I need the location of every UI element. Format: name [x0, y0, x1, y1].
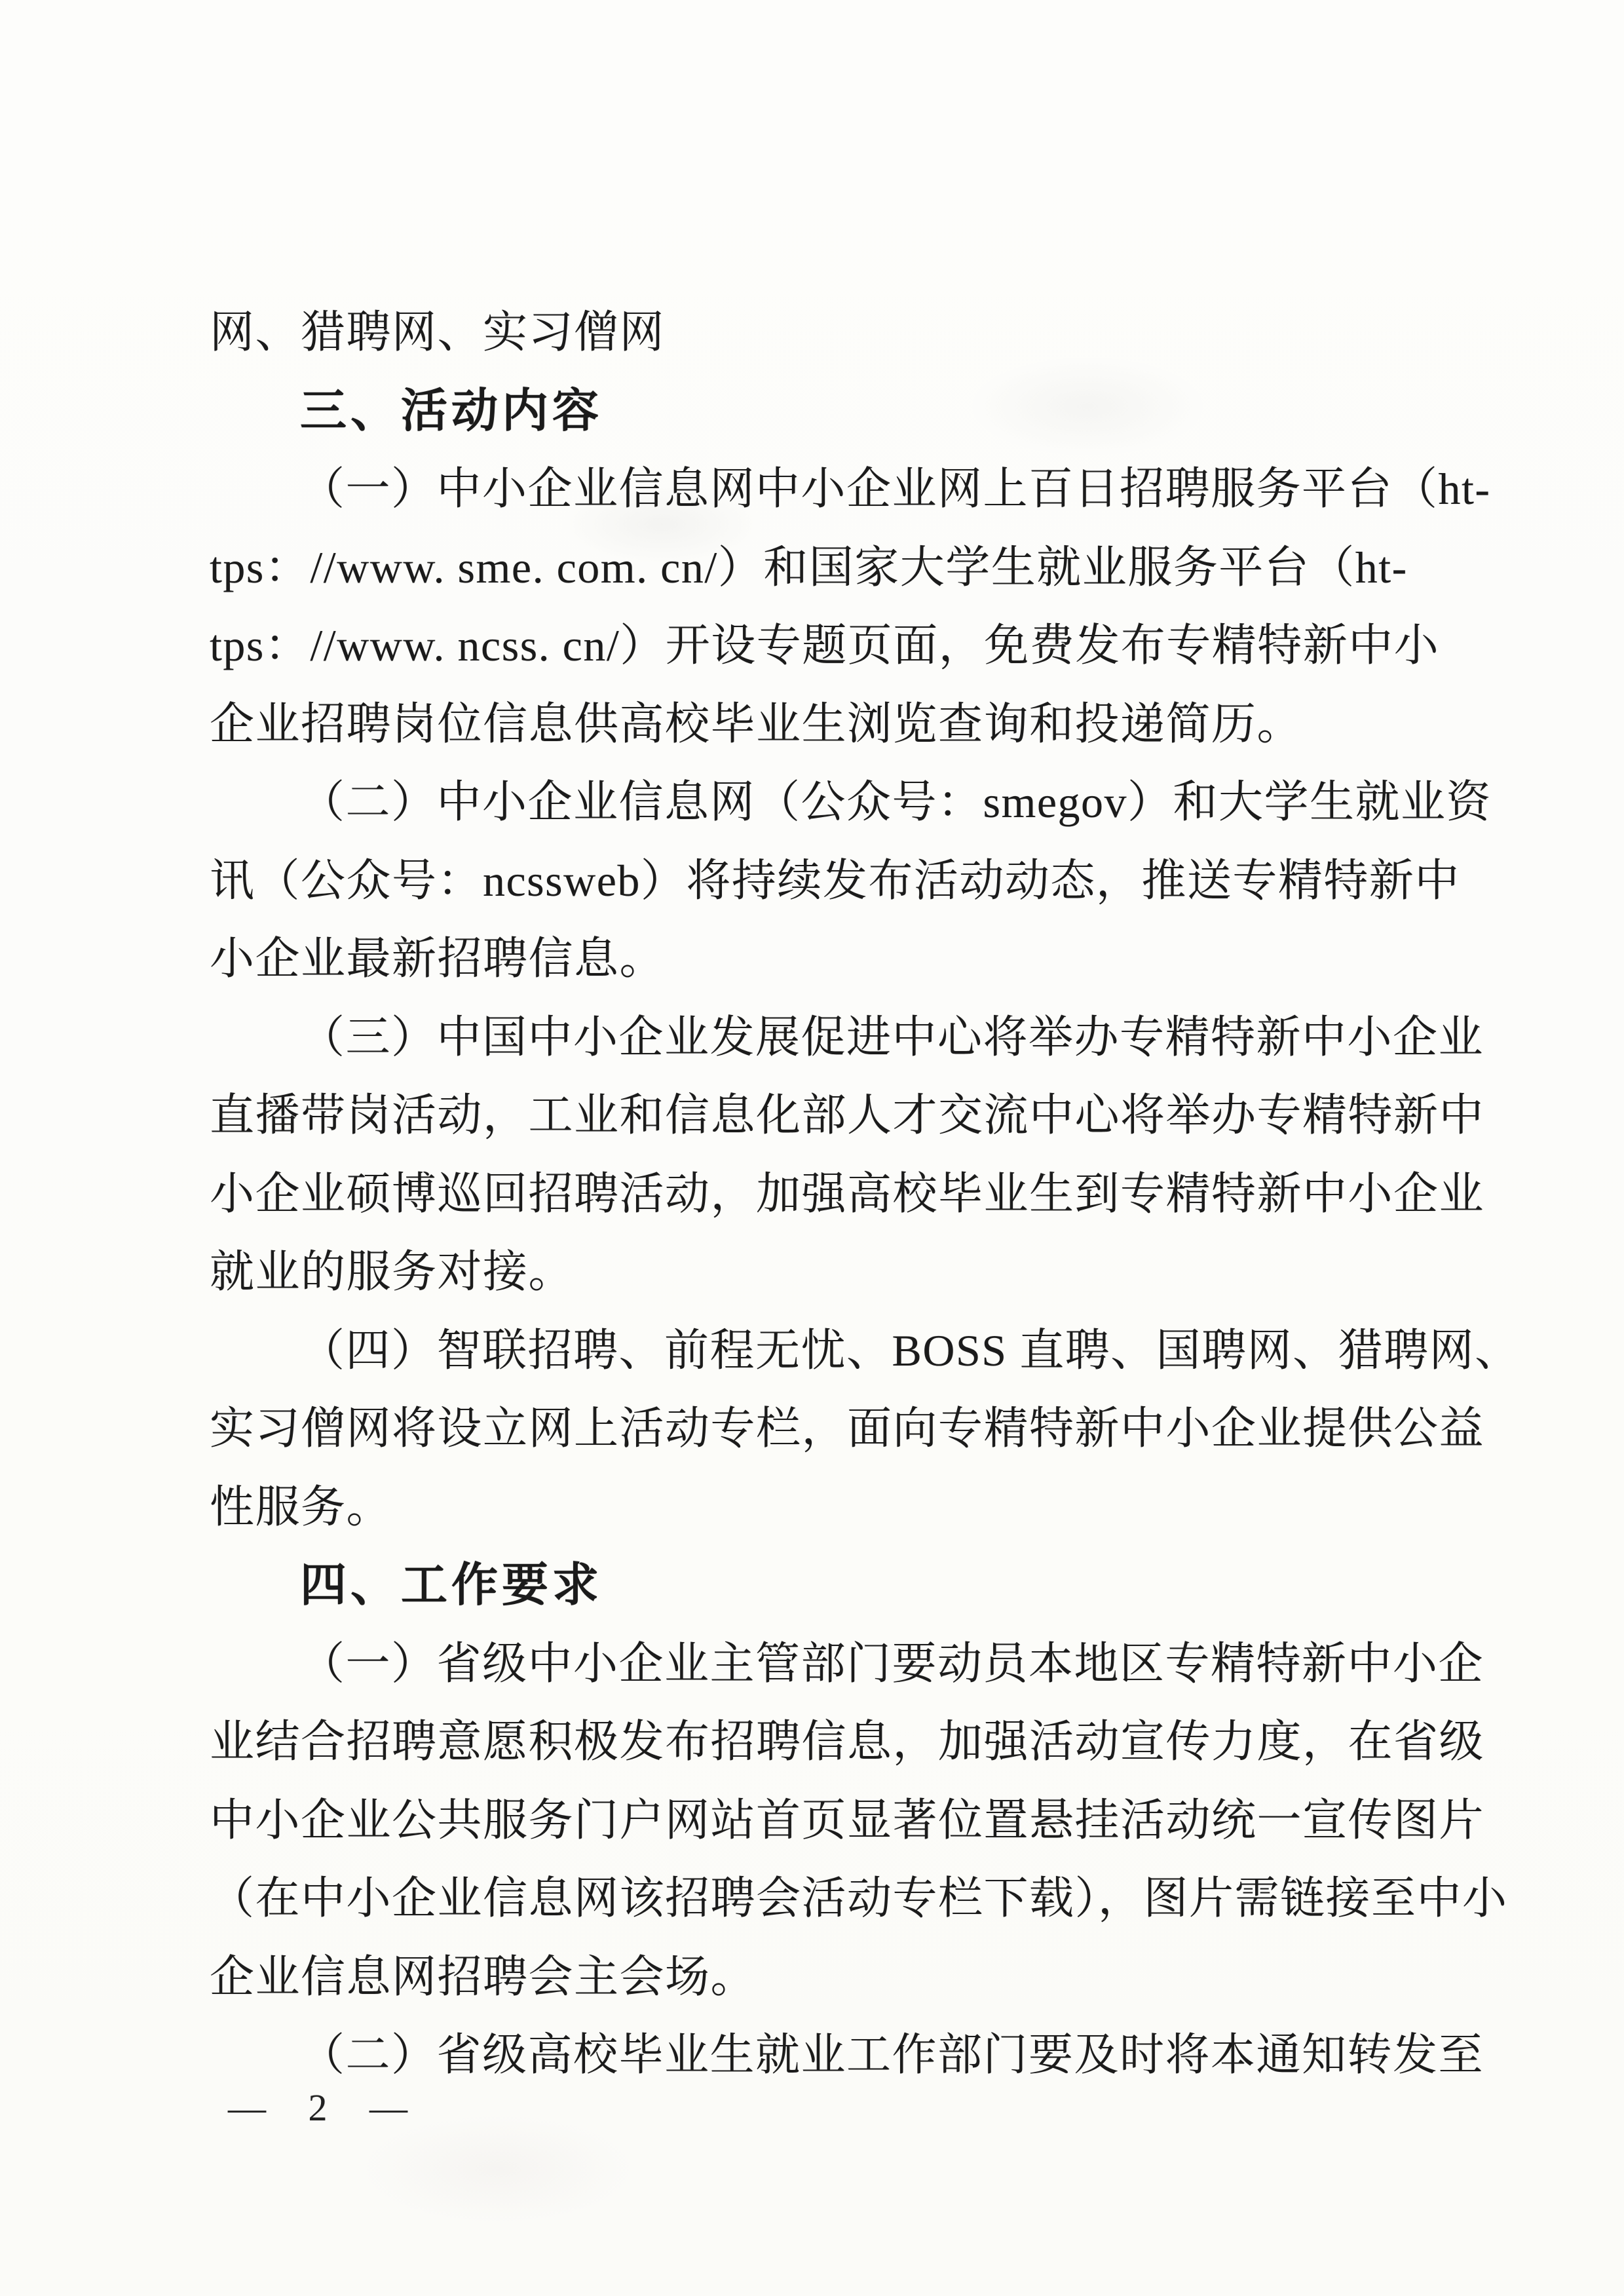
text-line: （在中小企业信息网该招聘会活动专栏下载），图片需链接至中小 — [210, 1873, 1508, 1923]
text-line: 中小企业公共服务门户网站首页显著位置悬挂活动统一宣传图片 — [210, 1795, 1485, 1845]
text-line: 就业的服务对接。 — [210, 1247, 575, 1297]
text-line: 实习僧网将设立网上活动专栏，面向专精特新中小企业提供公益 — [210, 1404, 1485, 1453]
text-line: 企业招聘岗位信息供高校毕业生浏览查询和投递简历。 — [210, 698, 1303, 749]
text-line: 讯（公众号：ncssweb）将持续发布活动动态，推送专精特新中 — [210, 855, 1460, 906]
text-line: 直播带岗活动，工业和信息化部人才交流中心将举办专精特新中 — [210, 1090, 1485, 1140]
text-line: （三）中国中小企业发展促进中心将举办专精特新中小企业 — [300, 1012, 1484, 1062]
text-line: tps：//www. sme. com. cn/）和国家大学生就业服务平台（ht- — [210, 542, 1408, 592]
text-line: （二）中小企业信息网（公众号：smegov）和大学生就业资 — [300, 777, 1492, 827]
text-line: 性服务。 — [210, 1482, 392, 1532]
text-line: 网、猎聘网、实习僧网 — [210, 307, 666, 357]
text-line: 业结合招聘意愿积极发布招聘信息，加强活动宣传力度，在省级 — [210, 1717, 1485, 1767]
text-line: 小企业最新招聘信息。 — [210, 934, 666, 984]
section-heading: 四、工作要求 — [300, 1559, 603, 1611]
text-line: （二）省级高校毕业生就业工作部门要及时将本通知转发至 — [300, 2030, 1484, 2080]
text-line: 小企业硕博巡回招聘活动，加强高校毕业生到专精特新中小企业 — [210, 1168, 1485, 1219]
section-heading: 三、活动内容 — [300, 385, 603, 437]
page-number: — 2 — — [228, 2086, 415, 2129]
text-line: （一）中小企业信息网中小企业网上百日招聘服务平台（ht- — [300, 464, 1491, 514]
document-body-text — [210, 294, 1520, 2095]
text-line: （四）智联招聘、前程无忧、BOSS 直聘、国聘网、猎聘网、 — [300, 1325, 1520, 1375]
text-line: （一）省级中小企业主管部门要动员本地区专精特新中小企 — [300, 1638, 1484, 1689]
text-line: tps：//www. ncss. cn/）开设专题页面，免费发布专精特新中小 — [210, 621, 1440, 670]
text-line: 企业信息网招聘会主会场。 — [210, 1951, 757, 2002]
